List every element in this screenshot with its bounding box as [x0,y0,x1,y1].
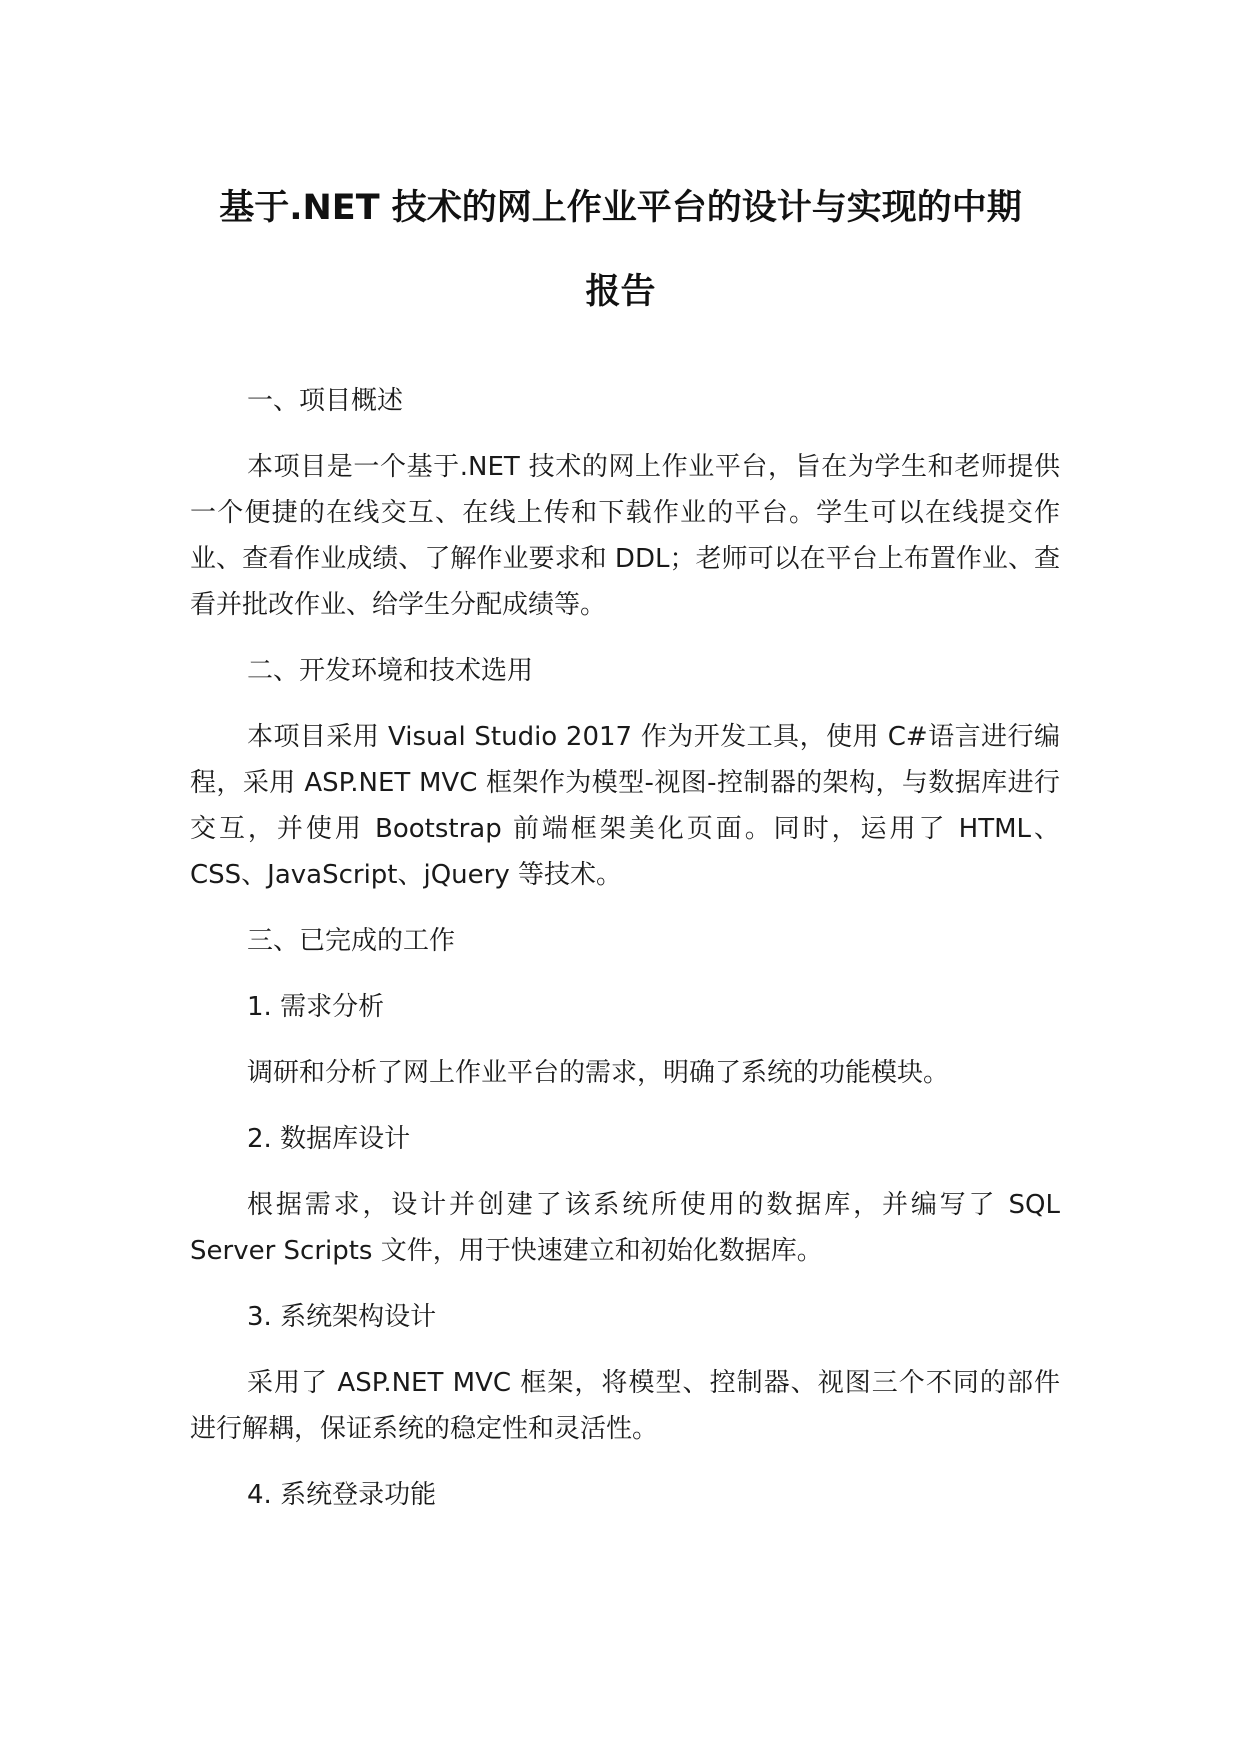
subheading-database-design: 2. 数据库设计 [247,1124,411,1154]
paragraph-overview: 本项目是一个基于.NET 技术的网上作业平台，旨在为学生和老师提供一个便捷的在线交互、在线上传和下载作业的平台。学生可以在线提交作业、查看作业成绩、了解作业要求和 DDL；老师可以在平台上布置作业、查看并批改作业、给学生分配成绩等。 [190,452,1060,620]
subheading-architecture: 3. 系统架构设计 [247,1302,437,1332]
subheading-requirements: 1. 需求分析 [247,992,385,1022]
subheading-login: 4. 系统登录功能 [247,1480,437,1510]
section-heading-completed-work: 三、已完成的工作 [247,926,456,956]
paragraph-environment: 本项目采用 Visual Studio 2017 作为开发工具，使用 C#语言进行编程，采用 ASP.NET MVC 框架作为模型-视图-控制器的架构，与数据库进行交互，并使用 Bootstrap 前端框架美化页面。同时，运用了 HTML、CSS、JavaScript、jQuery 等技术。 [190,722,1060,890]
paragraph-database-design: 根据需求，设计并创建了该系统所使用的数据库，并编写了 SQL Server Scripts 文件，用于快速建立和初始化数据库。 [190,1190,1060,1266]
paragraph-architecture: 采用了 ASP.NET MVC 框架，将模型、控制器、视图三个不同的部件进行解耦，保证系统的稳定性和灵活性。 [190,1368,1060,1444]
paragraph-requirements: 调研和分析了网上作业平台的需求，明确了系统的功能模块。 [247,1058,950,1088]
document-body [190,378,1060,1538]
document-title-line-1: 基于.NET 技术的网上作业平台的设计与实现的中期 [219,188,1022,228]
document-title-line-2: 报告 [585,272,656,312]
section-heading-overview: 一、项目概述 [247,386,404,416]
section-heading-environment: 二、开发环境和技术选用 [247,656,534,686]
